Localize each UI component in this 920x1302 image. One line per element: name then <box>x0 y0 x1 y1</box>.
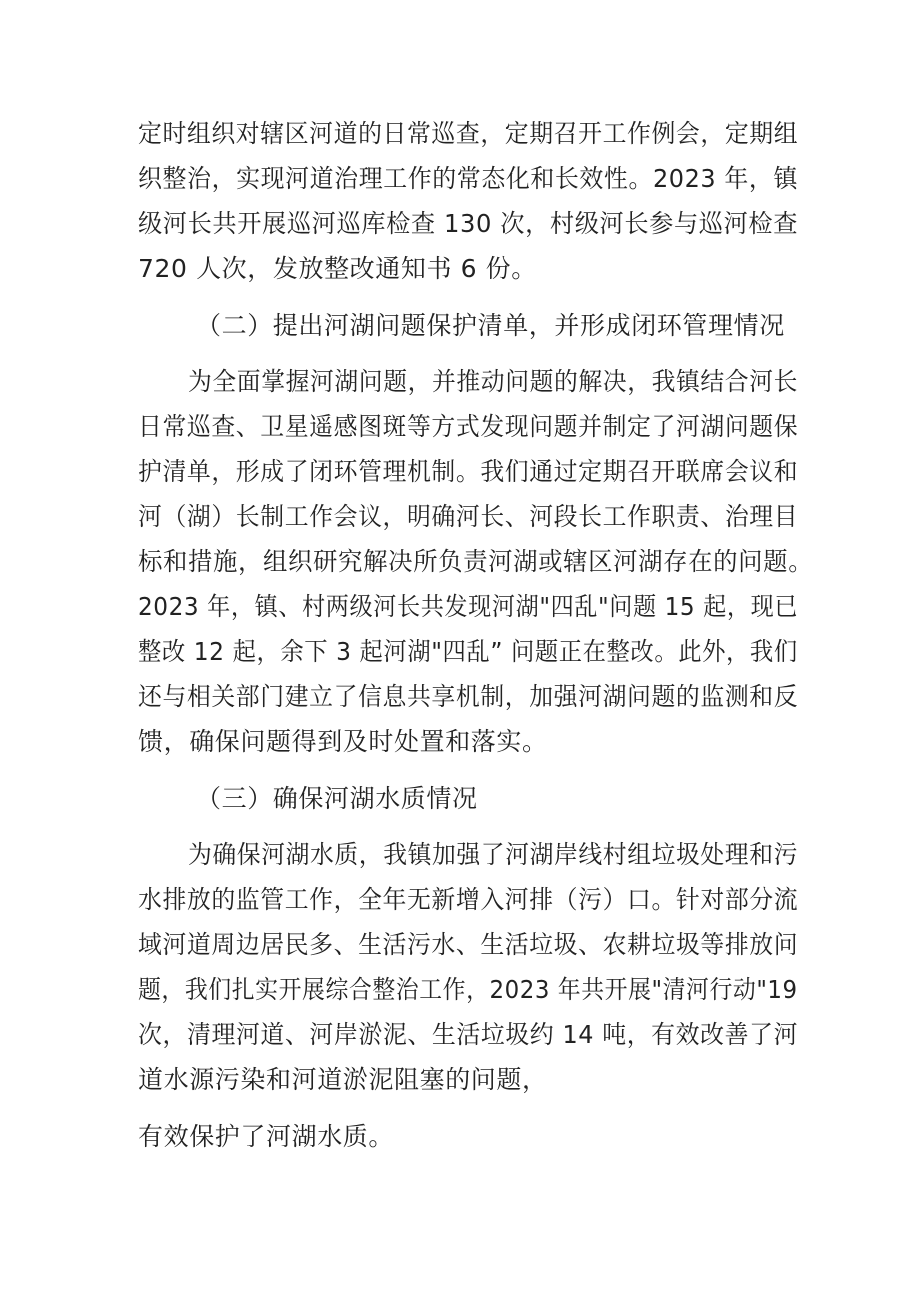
section-heading: （二）提出河湖问题保护清单，并形成闭环管理情况 <box>196 311 785 340</box>
text-line: 域河道周边居民多、生活污水、生活垃圾、农耕垃圾等排放问 <box>138 930 799 959</box>
text-line: 标和措施，组织研究解决所负责河湖或辖区河湖存在的问题。 <box>138 547 814 576</box>
text-line: 河（湖）长制工作会议，明确河长、河段长工作职责、治理目 <box>138 502 799 531</box>
text-line: 还与相关部门建立了信息共享机制，加强河湖问题的监测和反 <box>138 682 799 711</box>
text-line: 定时组织对辖区河道的日常巡查，定期召开工作例会，定期组 <box>138 119 799 148</box>
section-heading: （三）确保河湖水质情况 <box>196 784 478 813</box>
text-line: 为全面掌握河湖问题，并推动问题的解决，我镇结合河长 <box>188 367 799 396</box>
text-line: 为确保河湖水质，我镇加强了河湖岸线村组垃圾处理和污 <box>188 840 799 869</box>
text-line: 水排放的监管工作，全年无新增入河排（污）口。针对部分流 <box>138 885 799 914</box>
text-line: 织整治，实现河道治理工作的常态化和长效性。2023 年，镇 <box>138 164 798 193</box>
text-line: 次，清理河道、河岸淤泥、生活垃圾约 14 吨，有效改善了河 <box>138 1020 799 1049</box>
text-line: 2023 年，镇、村两级河长共发现河湖"四乱"问题 15 起，现已 <box>138 592 799 621</box>
text-line: 馈，确保问题得到及时处置和落实。 <box>138 727 548 756</box>
text-line: 题，我们扎实开展综合整治工作，2023 年共开展"清河行动"19 <box>138 975 798 1004</box>
text-line: 720 人次，发放整改通知书 6 份。 <box>138 254 537 283</box>
text-line: 道水源污染和河道淤泥阻塞的问题， <box>138 1065 548 1094</box>
text-line: 整改 12 起，余下 3 起河湖"四乱” 问题正在整改。此外，我们 <box>138 637 798 666</box>
text-line: 级河长共开展巡河巡库检查 130 次，村级河长参与巡河检查 <box>138 209 799 238</box>
text-line: 有效保护了河湖水质。 <box>138 1122 395 1151</box>
text-line: 护清单，形成了闭环管理机制。我们通过定期召开联席会议和 <box>138 457 799 486</box>
text-line: 日常巡查、卫星遥感图斑等方式发现问题并制定了河湖问题保 <box>138 412 799 441</box>
